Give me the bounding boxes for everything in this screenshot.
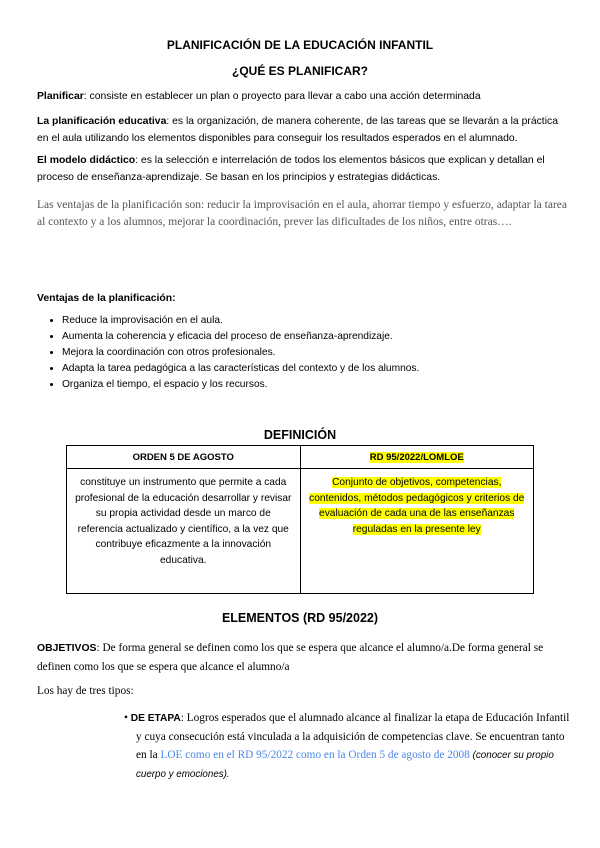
definition-planificar: Planificar: consiste en establecer un plan o proyecto para llevar a cabo una acción determinada bbox=[37, 91, 481, 102]
types-intro: Los hay de tres tipos: bbox=[37, 685, 134, 697]
definition-planificacion-educativa: La planificación educativa: es la organización, de manera coherente, de las tareas que se llevarán a la práctica en el aula utilizando los elementos disponibles para conseguir los resultados esperados en el alumnado. bbox=[37, 116, 558, 144]
list-item: • Aumenta la coherencia y eficacia del proceso de enseñanza-aprendizaje. bbox=[62, 329, 419, 345]
list-item: • Organiza el tiempo, el espacio y los recursos. bbox=[62, 377, 419, 393]
elements-heading: ELEMENTOS (RD 95/2022) bbox=[221, 611, 379, 625]
definition-heading: DEFINICIÓN bbox=[263, 428, 337, 442]
advantages-heading: Ventajas de la planificación: bbox=[37, 293, 176, 304]
advantages-paragraph: Las ventajas de la planificación son: reducir la improvisación en el aula, ahorrar tiempo y esfuerzo, adaptar la tarea al contexto y a los alumnos, mejorar la coordinación, prever las dificultades de los niños, entre otras…. bbox=[37, 199, 567, 228]
advantages-list bbox=[48, 313, 419, 393]
section-subtitle: ¿QUÉ ES PLANIFICAR? bbox=[231, 64, 368, 78]
list-item: • Mejora la coordinación con otros profesionales. bbox=[62, 345, 419, 361]
etapa-item: • DE ETAPA: Logros esperados que el alumnado alcance al finalizar la etapa de Educación Infantil y cuya consecución está vinculada a la adquisición de competencias clave. Se encuentran tanto en la LOE como en el RD 95/2022 como en la Orden 5 de agosto de 2008 (conocer su propio cuerpo y emociones). bbox=[124, 712, 570, 780]
list-item: • Reduce la improvisación en el aula. bbox=[62, 313, 419, 329]
table-header-rd: RD 95/2022/LOMLOE bbox=[300, 446, 534, 469]
table-cell-rd: Conjunto de objetivos, competencias, contenidos, métodos pedagógicos y criterios de evaluación de cada una de las enseñanzas reguladas en la presente ley bbox=[300, 469, 534, 594]
definition-table bbox=[66, 445, 534, 594]
objetivos-paragraph: OBJETIVOS: De forma general se definen como los que se espera que alcance el alumno/a.De forma general se definen como los que se espera que alcance el alumno/a bbox=[37, 642, 544, 673]
etapa-reference: LOE como en el RD 95/2022 como en la Orden 5 de agosto de 2008 bbox=[160, 749, 470, 761]
list-item: • Adapta la tarea pedagógica a las características del contexto y de los alumnos. bbox=[62, 361, 419, 377]
table-cell-orden: constituye un instrumento que permite a cada profesional de la educación desarrollar y revisar su propia actividad desde un marco de referencia actualizado y científico, a la vez que contribuye eficazmente a la innovación educativa. bbox=[67, 469, 301, 594]
table-header-orden: ORDEN 5 DE AGOSTO bbox=[67, 446, 301, 469]
document-title: PLANIFICACIÓN DE LA EDUCACIÓN INFANTIL bbox=[166, 38, 434, 52]
definition-modelo-didactico: El modelo didáctico: es la selección e interrelación de todos los elementos básicos que explican y detallan el proceso de enseñanza-aprendizaje. Se basan en los principios y estrategias didácticas. bbox=[37, 155, 545, 183]
